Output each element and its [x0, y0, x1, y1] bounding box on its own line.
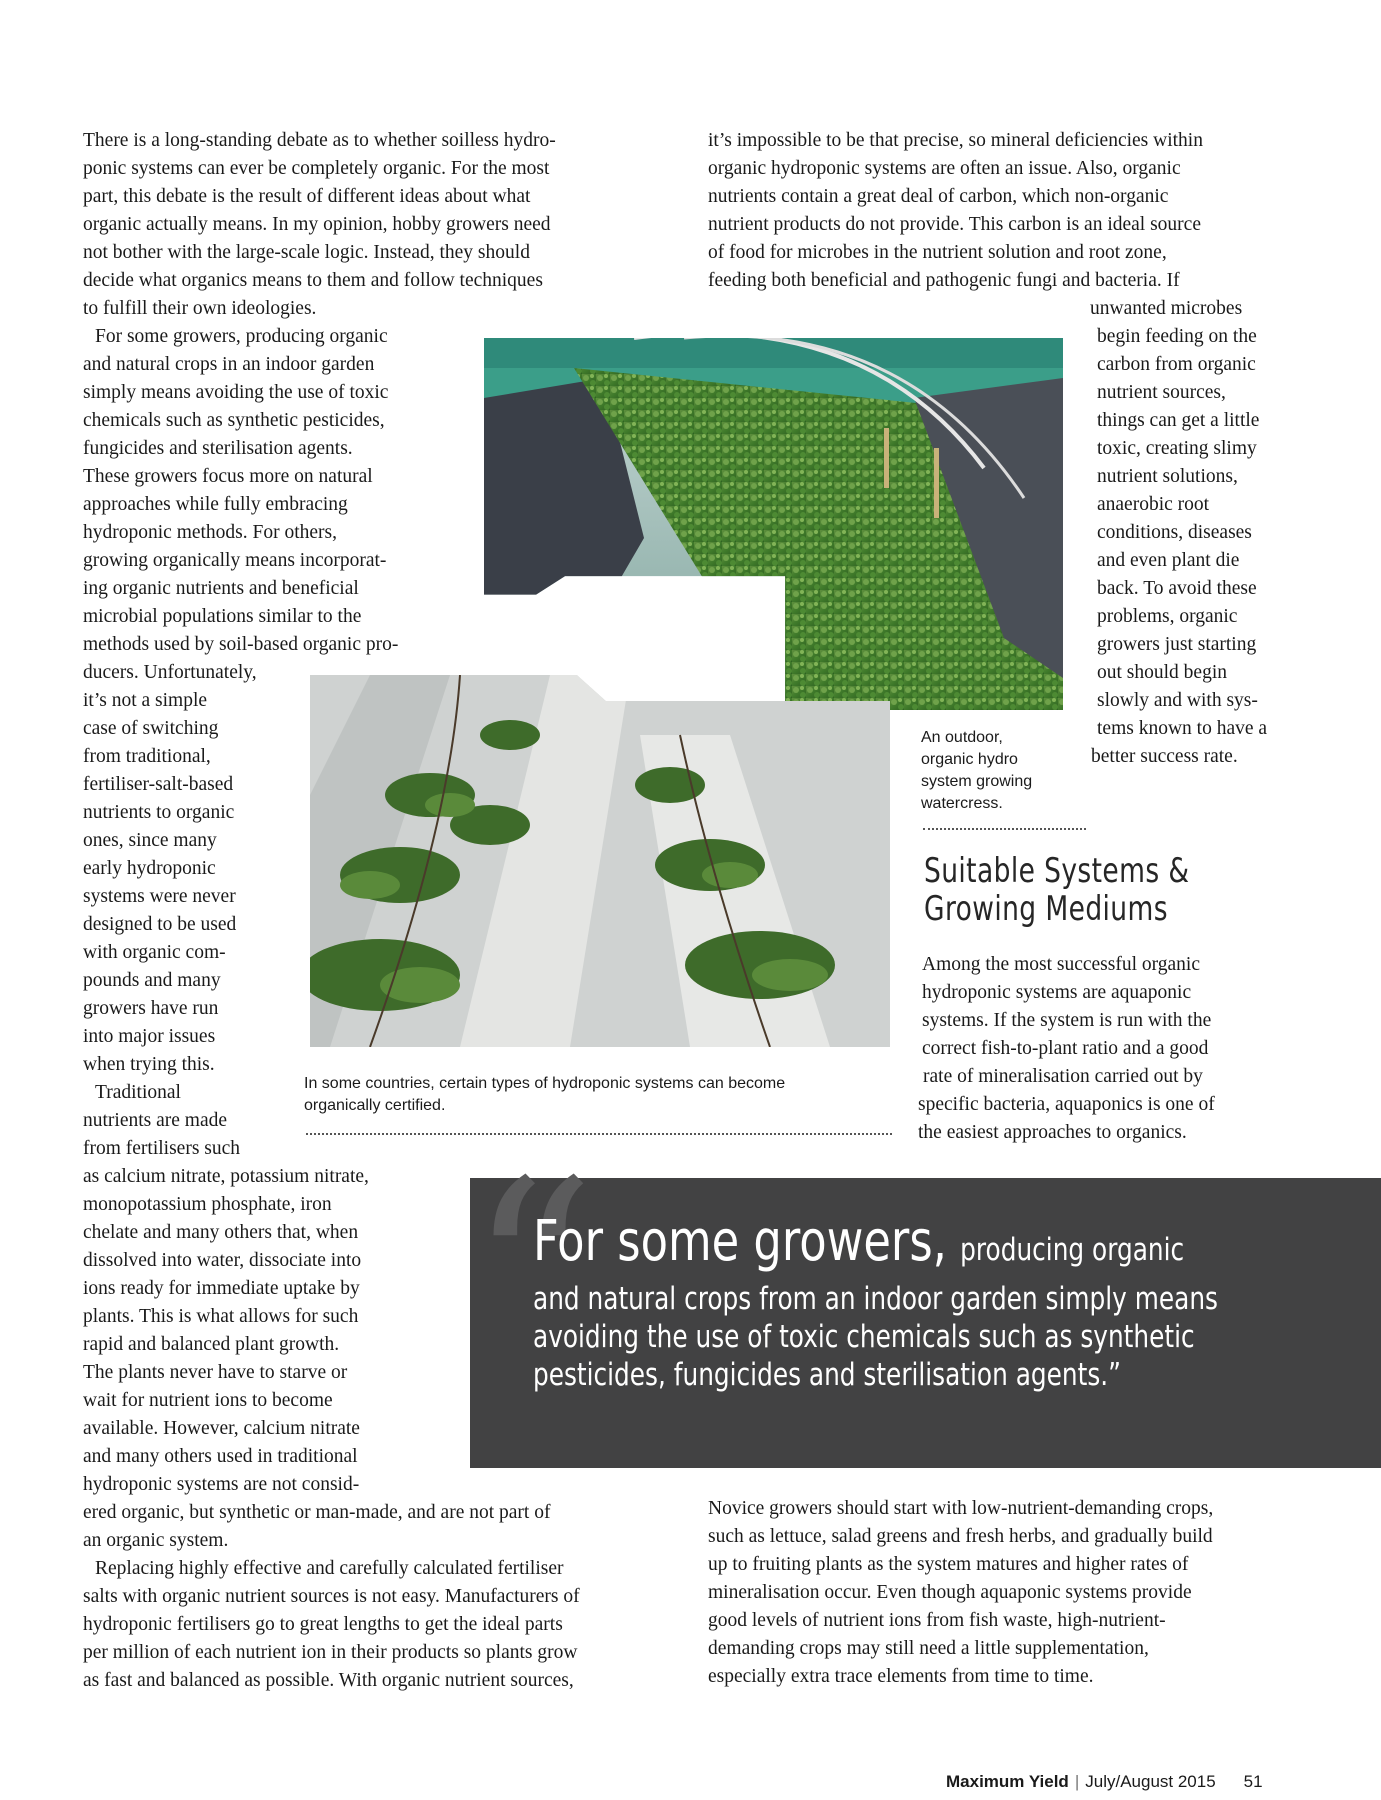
text-line: organic hydroponic systems are often an issue. Also, organic [708, 158, 1181, 179]
text-line: better success rate. [1091, 746, 1238, 767]
text-line: hydroponic systems are not consid- [83, 1474, 360, 1495]
text-line: systems were never [83, 886, 236, 907]
text-line: of food for microbes in the nutrient solution and root zone, [708, 242, 1167, 263]
text-line: ducers. Unfortunately, [83, 662, 257, 683]
text-line: problems, organic [1097, 606, 1238, 627]
text-line: rapid and balanced plant growth. [83, 1334, 340, 1355]
text-line: as calcium nitrate, potassium nitrate, [83, 1166, 369, 1187]
page-footer [946, 1772, 1263, 1792]
watercress-photo [484, 338, 1063, 710]
text-line: out should begin [1097, 662, 1227, 683]
text-line: Among the most successful organic [922, 954, 1201, 975]
text-line: systems. If the system is run with the [922, 1010, 1212, 1031]
watercress-image [484, 338, 1063, 710]
text-line: ions ready for immediate uptake by [83, 1278, 360, 1299]
text-line: especially extra trace elements from time to time. [708, 1666, 1094, 1687]
text-line: fungicides and sterilisation agents. [83, 438, 353, 459]
text-line: designed to be used [83, 914, 237, 935]
col2-para1-top [708, 127, 1203, 295]
text-line: organic actually means. In my opinion, hobby growers need [83, 214, 551, 235]
text-line: nutrients are made [83, 1110, 228, 1131]
text-line: ing organic nutrients and beneficial [83, 578, 359, 599]
text-line: it’s not a simple [83, 690, 208, 711]
text-line: as fast and balanced as possible. With organic nutrient sources, [83, 1670, 574, 1691]
text-line: ones, since many [83, 830, 217, 851]
text-line: an organic system. [83, 1530, 229, 1551]
col1-para4 [83, 1555, 580, 1695]
text-line: demanding crops may still need a little supplementation, [708, 1638, 1149, 1659]
pull-quote-lead: For some growers, [533, 1209, 947, 1274]
text-line: Novice growers should start with low-nutrient-demanding crops, [708, 1498, 1214, 1519]
text-line: part, this debate is the result of different ideas about what [83, 186, 531, 207]
text-line: nutrient solutions, [1097, 466, 1238, 487]
text-line: correct fish-to-plant ratio and a good [922, 1038, 1209, 1059]
text-line: growers just starting [1097, 634, 1257, 655]
issue-date: July/August 2015 [1085, 1772, 1216, 1791]
text-line: dissolved into water, dissociate into [83, 1250, 362, 1271]
watercress-caption [921, 727, 1032, 815]
text-line: growers have run [83, 998, 219, 1019]
tomato-image [310, 675, 890, 1047]
text-line: plants. This is what allows for such [83, 1306, 359, 1327]
text-line: and natural crops in an indoor garden [83, 354, 375, 375]
text-line: specific bacteria, aquaponics is one of [918, 1094, 1215, 1115]
text-line: nutrient sources, [1097, 382, 1226, 403]
text-line: slowly and with sys- [1097, 690, 1258, 711]
caption-line: watercress. [921, 795, 1003, 812]
text-line: simply means avoiding the use of toxic [83, 382, 389, 403]
text-line: with organic com- [83, 942, 226, 963]
text-line: up to fruiting plants as the system matures and higher rates of [708, 1554, 1189, 1575]
text-line: chemicals such as synthetic pesticides, [83, 410, 385, 431]
text-line: nutrients to organic [83, 802, 235, 823]
text-line: rate of mineralisation carried out by [923, 1066, 1203, 1087]
text-line: unwanted microbes [1090, 298, 1243, 319]
text-line: pounds and many [83, 970, 221, 991]
text-line: Replacing highly effective and carefully calculated fertiliser [95, 1558, 564, 1579]
text-line: For some growers, producing organic [95, 326, 388, 347]
col1-para1 [83, 127, 556, 323]
text-line: hydroponic fertilisers go to great lengths to get the ideal parts [83, 1614, 563, 1635]
text-line: things can get a little [1097, 410, 1260, 431]
text-line: chelate and many others that, when [83, 1222, 359, 1243]
caption-line: In some countries, certain types of hydroponic systems can become [304, 1075, 786, 1092]
text-line: nutrient products do not provide. This carbon is an ideal source [708, 214, 1201, 235]
text-line: hydroponic systems are aquaponic [922, 982, 1192, 1003]
text-line: per million of each nutrient ion in their products so plants grow [83, 1642, 578, 1663]
text-line: available. However, calcium nitrate [83, 1418, 360, 1439]
tomato-photo [310, 675, 890, 1047]
col2-para3 [708, 1495, 1213, 1691]
text-line: wait for nutrient ions to become [83, 1390, 333, 1411]
text-line: back. To avoid these [1097, 578, 1257, 599]
text-line: good levels of nutrient ions from fish waste, high-nutrient- [708, 1610, 1166, 1631]
text-line: case of switching [83, 718, 219, 739]
text-line: and even plant die [1097, 550, 1240, 571]
text-line: There is a long-standing debate as to whether soilless hydro- [83, 130, 556, 151]
text-line: hydroponic methods. For others, [83, 522, 338, 543]
text-line: carbon from organic [1097, 354, 1256, 375]
text-line: salts with organic nutrient sources is not easy. Manufacturers of [83, 1586, 580, 1607]
text-line: ered organic, but synthetic or man-made, and are not part of [83, 1502, 551, 1523]
text-line: approaches while fully embracing [83, 494, 348, 515]
text-line: from traditional, [83, 746, 211, 767]
text-line: the easiest approaches to organics. [918, 1122, 1187, 1143]
text-line: These growers focus more on natural [83, 466, 373, 487]
text-line: methods used by soil-based organic pro- [83, 634, 399, 655]
section-heading [924, 852, 1189, 928]
watercress-caption-rule [923, 828, 1086, 830]
text-line: ponic systems can ever be completely organic. For the most [83, 158, 550, 179]
text-line: tems known to have a [1097, 718, 1268, 739]
heading-line: Growing Mediums [924, 889, 1168, 929]
caption-line: organically certified. [304, 1097, 446, 1114]
page-number: 51 [1243, 1772, 1263, 1791]
tomato-caption-rule [306, 1133, 892, 1135]
col2-para2 [918, 951, 1215, 1147]
pull-quote-line: avoiding the use of toxic chemicals such as synthetic [533, 1319, 1195, 1355]
text-line: not bother with the large-scale logic. Instead, they should [83, 242, 530, 263]
text-line: toxic, creating slimy [1097, 438, 1257, 459]
tomato-caption [304, 1073, 785, 1117]
text-line: fertiliser-salt-based [83, 774, 234, 795]
text-line: it’s impossible to be that precise, so mineral deficiencies within [708, 130, 1203, 151]
text-line: decide what organics means to them and follow techniques [83, 270, 543, 291]
caption-line: organic hydro [921, 751, 1018, 768]
text-line: when trying this. [83, 1054, 215, 1075]
text-line: begin feeding on the [1097, 326, 1257, 347]
text-line: microbial populations similar to the [83, 606, 362, 627]
magazine-name: Maximum Yield [946, 1772, 1069, 1791]
heading-line: Suitable Systems & [924, 851, 1190, 891]
pull-quote [533, 1209, 1218, 1394]
text-line: early hydroponic [83, 858, 216, 879]
footer-separator: | [1074, 1772, 1080, 1791]
text-line: from fertilisers such [83, 1138, 241, 1159]
caption-line: An outdoor, [921, 729, 1003, 746]
text-line: into major issues [83, 1026, 216, 1047]
text-line: feeding both beneficial and pathogenic fungi and bacteria. If [708, 270, 1180, 291]
text-line: mineralisation occur. Even though aquaponic systems provide [708, 1582, 1192, 1603]
text-line: The plants never have to starve or [83, 1362, 348, 1383]
pull-quote-lead-rest: producing organic [960, 1232, 1185, 1268]
col2-para1-right [1090, 295, 1267, 771]
pull-quote-line: and natural crops from an indoor garden simply means [533, 1281, 1218, 1317]
text-line: to fulfill their own ideologies. [83, 298, 317, 319]
text-line: nutrients contain a great deal of carbon, which non-organic [708, 186, 1169, 207]
text-line: anaerobic root [1097, 494, 1210, 515]
quote-mark-icon: “ [468, 1127, 596, 1418]
pull-quote-first-line [533, 1209, 1197, 1280]
text-line: such as lettuce, salad greens and fresh herbs, and gradually build [708, 1526, 1213, 1547]
text-line: growing organically means incorporat- [83, 550, 387, 571]
text-line: and many others used in traditional [83, 1446, 358, 1467]
text-line: conditions, diseases [1097, 522, 1252, 543]
pull-quote-line: pesticides, fungicides and sterilisation agents.” [533, 1357, 1121, 1393]
caption-line: system growing [921, 773, 1033, 790]
text-line: monopotassium phosphate, iron [83, 1194, 332, 1215]
text-line: Traditional [95, 1082, 181, 1103]
